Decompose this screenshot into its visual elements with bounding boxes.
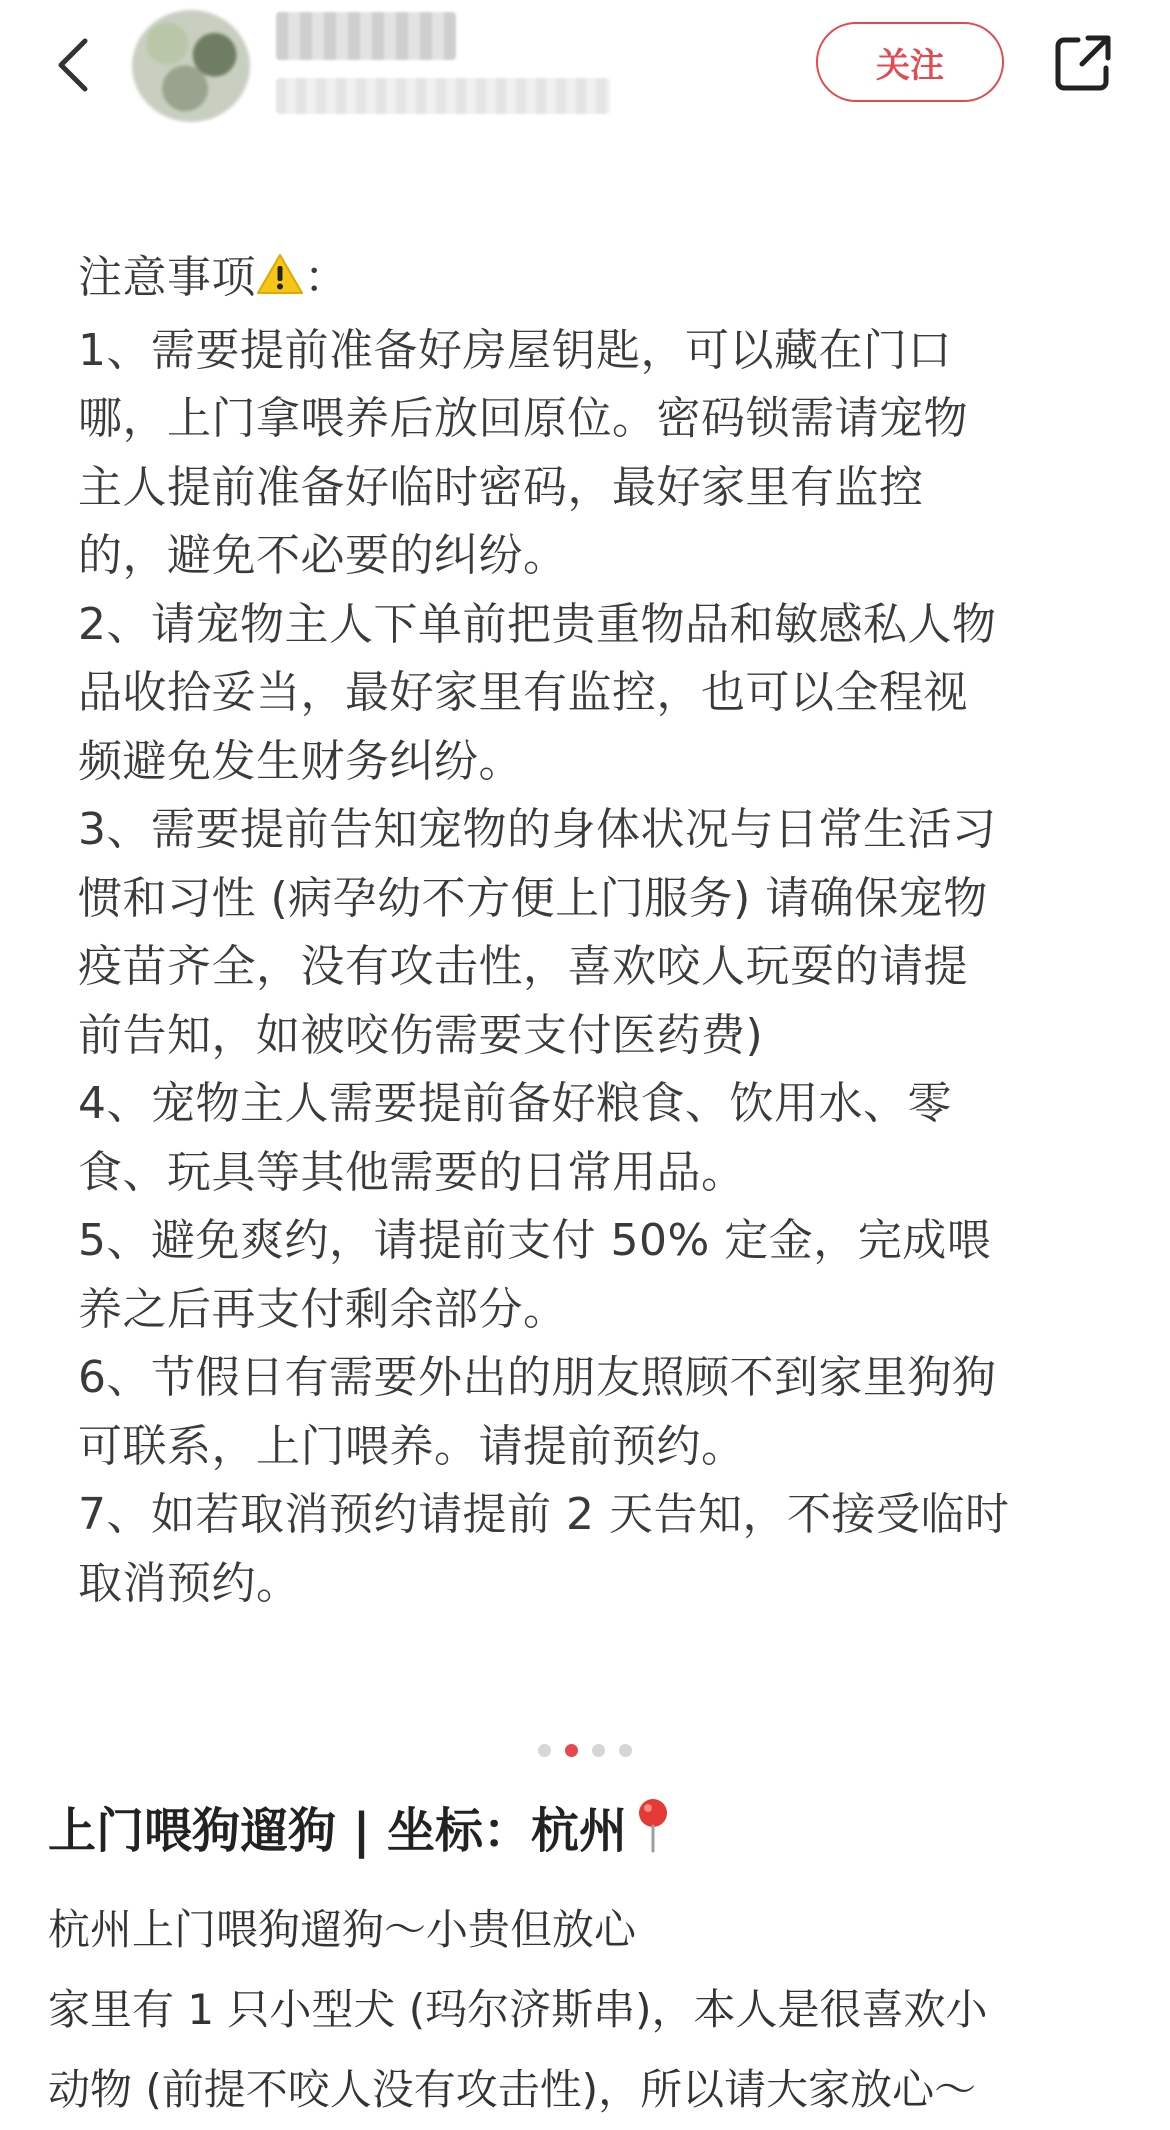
carousel-dot-active[interactable] <box>565 1744 578 1757</box>
share-icon <box>1052 32 1114 94</box>
post-title <box>48 1796 1128 1872</box>
post-body-line: 家里有 1 只小型犬 (玛尔济斯串)，本人是很喜欢小 <box>48 1985 988 2034</box>
share-button[interactable] <box>1048 28 1118 98</box>
notes-heading: 注意事项 <box>78 252 256 303</box>
notes-item-5: 5、避免爽约，请提前支付 50% 定金，完成喂 养之后再支付剩余部分。 <box>78 1215 992 1335</box>
post-body <box>48 1890 1138 2130</box>
post-title-text: 上门喂狗遛狗 | 坐标：杭州 <box>48 1803 627 1859</box>
post-image-text[interactable] <box>78 244 1128 1618</box>
top-bar <box>0 0 1170 130</box>
author-name[interactable] <box>276 12 456 60</box>
notes-item-1: 1、需要提前准备好房屋钥匙，可以藏在门口 哪，上门拿喂养后放回原位。密码锁需请宠物 主人提前准备好临时密码，最好家里有监控 的，避免不必要的纠纷。 <box>78 324 968 581</box>
notes-item-4: 4、宠物主人需要提前备好粮食、饮用水、零 食、玩具等其他需要的日常用品。 <box>78 1078 952 1198</box>
chevron-left-icon <box>53 35 93 95</box>
notes-item-3: 3、需要提前告知宠物的身体状况与日常生活习 惯和习性 (病孕幼不方便上门服务) 请确保宠物 疫苗齐全，没有攻击性，喜欢咬人玩耍的请提 前告知，如被咬伤需要支付医药费) <box>78 804 997 1061</box>
notes-heading-suffix: ： <box>304 252 349 303</box>
notes-item-7: 7、如若取消预约请提前 2 天告知，不接受临时 取消预约。 <box>78 1489 1010 1609</box>
carousel-dot[interactable] <box>619 1744 632 1757</box>
warning-icon <box>256 248 304 317</box>
carousel-dot[interactable] <box>538 1744 551 1757</box>
post-body-line: 动物 (前提不咬人没有攻击性)，所以请大家放心～ <box>48 2065 977 2114</box>
follow-button[interactable]: 关注 <box>816 22 1004 102</box>
notes-item-2: 2、请宠物主人下单前把贵重物品和敏感私人物 品收拾妥当，最好家里有监控，也可以全程视 频避免发生财务纠纷。 <box>78 598 997 787</box>
carousel-dot[interactable] <box>592 1744 605 1757</box>
post-body-line: 杭州上门喂狗遛狗～小贵但放心 <box>48 1905 637 1954</box>
notes-item-6: 6、节假日有需要外出的朋友照顾不到家里狗狗 可联系，上门喂养。请提前预约。 <box>78 1352 997 1472</box>
location-pin-icon <box>633 1797 673 1872</box>
carousel-indicator <box>0 1740 1170 1760</box>
back-button[interactable] <box>48 30 98 100</box>
author-subtitle <box>276 78 610 114</box>
author-avatar[interactable] <box>132 10 250 122</box>
